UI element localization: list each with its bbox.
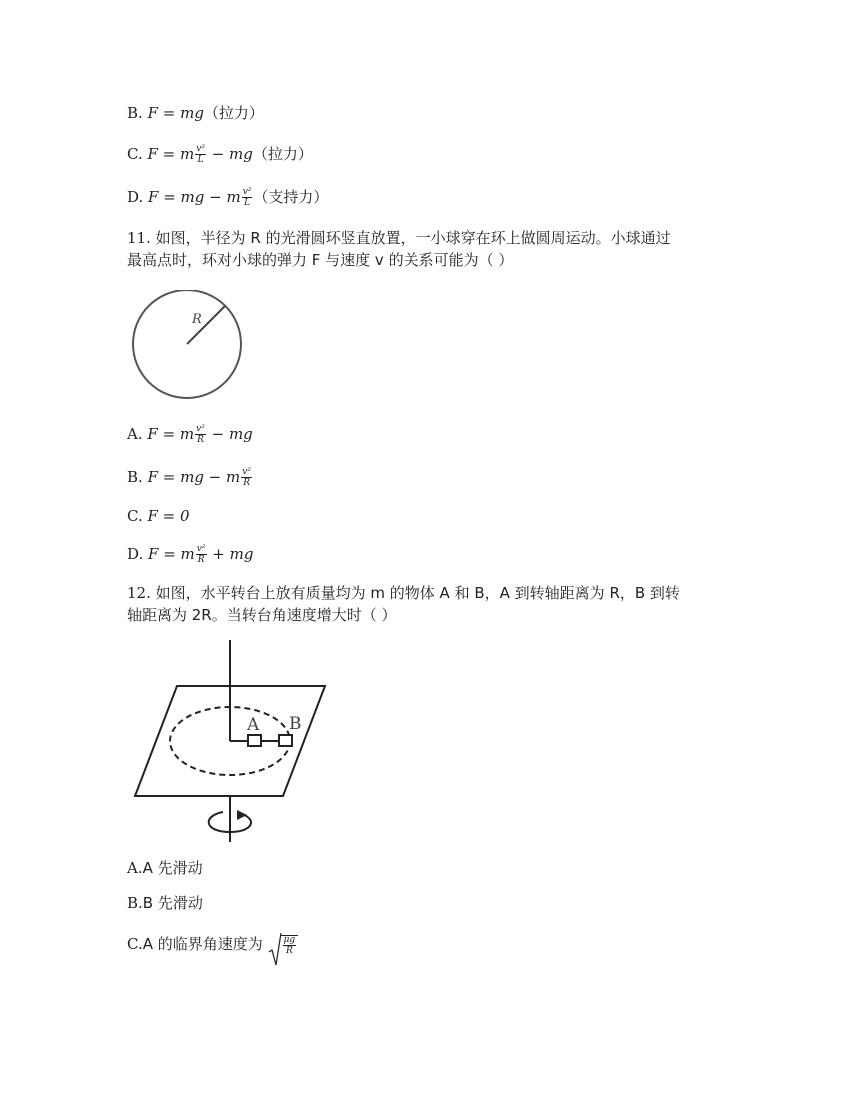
formula: F = m $\frac{\text{v²}}{L}$ − mg bbox=[147, 144, 253, 165]
block-a bbox=[248, 735, 261, 746]
block-b bbox=[279, 735, 292, 746]
formula: F = m $\frac{\text{v²}}{R}$ + mg bbox=[148, 544, 254, 565]
stem-line-1: 如图，半径为 R 的光滑圆环竖直放置，一小球穿在环上做圆周运动。小球通过 bbox=[155, 229, 671, 247]
stem-line-2: 最高点时，环对小球的弹力 F 与速度 v 的关系可能为（ ） bbox=[127, 251, 514, 269]
formula: F = mg bbox=[147, 104, 204, 122]
option-label: D. bbox=[127, 188, 144, 206]
q11-option-a bbox=[127, 424, 253, 445]
q10-option-d bbox=[127, 187, 328, 208]
q11-stem bbox=[127, 227, 727, 271]
formula: F = mg − m $\frac{\text{v²}}{L}$ bbox=[148, 187, 252, 208]
option-note: （支持力） bbox=[253, 188, 329, 206]
option-text: A 的临界角速度为 bbox=[142, 935, 263, 953]
option-label: C. bbox=[127, 935, 143, 953]
option-text: B 先滑动 bbox=[142, 894, 203, 912]
q12-stem bbox=[127, 582, 727, 626]
formula: F = mg − m $\frac{\text{v²}}{R}$ bbox=[147, 467, 251, 488]
option-label: A. bbox=[127, 425, 143, 443]
label-b: B bbox=[289, 714, 302, 734]
q12-option-c bbox=[127, 934, 299, 956]
q11-option-c bbox=[127, 506, 190, 526]
q12-turntable-figure bbox=[130, 640, 330, 845]
q11-option-b bbox=[127, 467, 253, 488]
option-label: C. bbox=[127, 507, 143, 525]
option-text: A 先滑动 bbox=[142, 859, 203, 877]
formula: F = 0 bbox=[147, 507, 190, 525]
sqrt-formula: $\frac{\mu g}{R}$ bbox=[268, 934, 300, 956]
option-label: C. bbox=[127, 145, 143, 163]
option-label: B. bbox=[127, 104, 143, 122]
q12-option-b bbox=[127, 893, 203, 913]
question-number: 12. bbox=[127, 584, 151, 602]
option-label: B. bbox=[127, 468, 143, 486]
stem-line-1: 如图，水平转台上放有质量均为 m 的物体 A 和 B，A 到转轴距离为 R，B 到转 bbox=[155, 584, 680, 602]
question-number: 11. bbox=[127, 229, 151, 247]
formula: F = m $\frac{\text{v²}}{R}$ − mg bbox=[147, 424, 253, 445]
option-label: D. bbox=[127, 545, 144, 563]
rotation-arrowhead bbox=[237, 810, 247, 820]
q10-option-b bbox=[127, 103, 264, 123]
radius-label: R bbox=[192, 312, 202, 327]
label-a: A bbox=[247, 715, 260, 735]
option-label: A. bbox=[127, 859, 143, 877]
option-note: （拉力） bbox=[203, 104, 264, 122]
q11-option-d bbox=[127, 544, 253, 565]
q10-option-c bbox=[127, 144, 313, 165]
q12-option-a bbox=[127, 858, 203, 878]
q11-circle-figure bbox=[128, 290, 248, 402]
stem-line-2: 轴距离为 2R。当转台角速度增大时（ ） bbox=[127, 606, 397, 624]
option-label: B. bbox=[127, 894, 143, 912]
option-note: （拉力） bbox=[252, 145, 313, 163]
